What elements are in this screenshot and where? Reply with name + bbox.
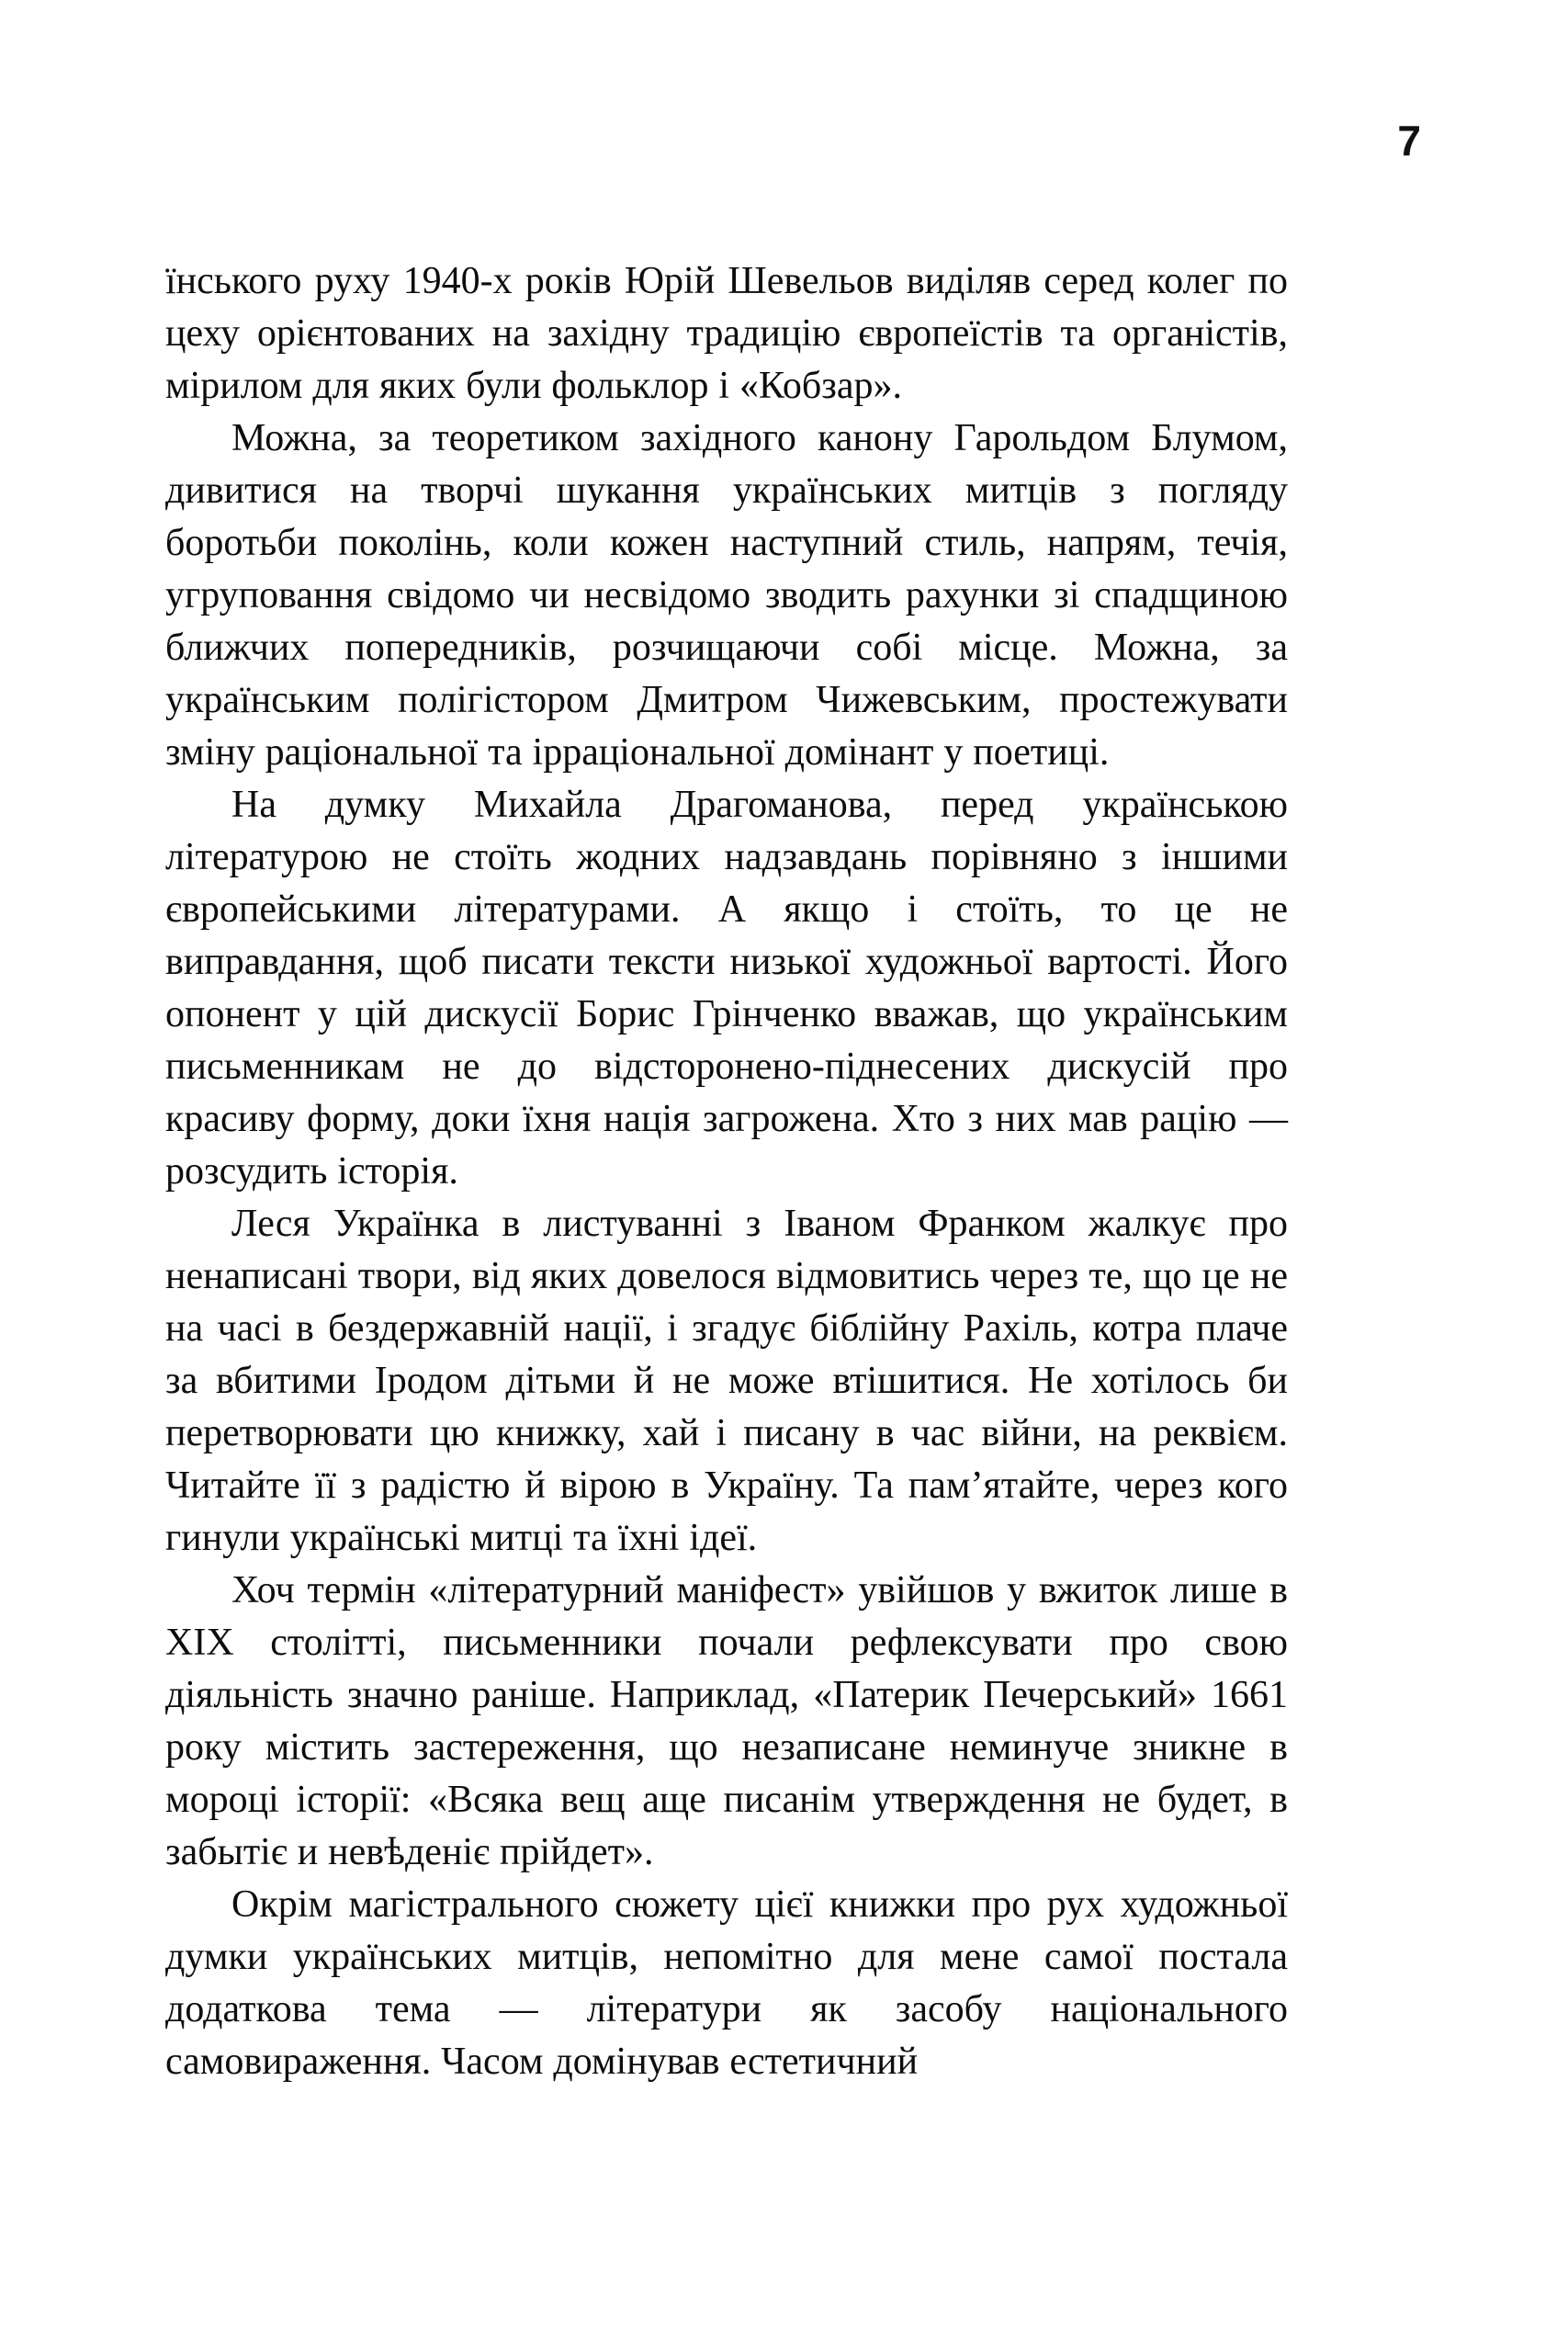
paragraph: На думку Михайла Драгоманова, перед українською літературою не стоїть жодних надзавдань порівняно з іншими європейськими літературами. А якщо і стоїть, то це не виправдання, щоб писати тексти низької художньої вартості. Його опонент у цій дискусії Борис Грінченко вважав, що українським письменникам не до відсторонено-піднесених дискусій про красиву форму, доки їхня нація загрожена. Хто з них мав рацію — розсудить історія. (165, 784, 1288, 1193)
page-number: 7 (1397, 117, 1421, 164)
paragraph: Окрім магістрального сюжету цієї книжки про рух художньої думки українських митців, непомітно для мене самої постала додаткова тема — літератури як засобу національного самовираження. Часом домінував естетичний (165, 1883, 1288, 2083)
body-text-block (165, 255, 1288, 2088)
paragraph: Леся Українка в листуванні з Іваном Франком жалкує про ненаписані твори, від яких довелося відмовитись через те, що це не на часі в бездержавній нації, і згадує біблійну Рахіль, котра плаче за вбитими Іродом дітьми й не може втішитися. Не хотілось би перетворювати цю книжку, хай і писану в час війни, на реквієм. Читайте її з радістю й вірою в Україну. Та пам’ятайте, через кого гинули українські митці та їхні ідеї. (165, 1203, 1288, 1559)
paragraph: Хоч термін «літературний маніфест» увійшов у вжиток лише в XIX столітті, письменники почали рефлексувати про свою діяльність значно раніше. Наприклад, «Патерик Печерський» 1661 року містить застереження, що незаписане неминуче зникне в мороці історії: «Всяка вещ аще писанім утверждення не будет, в забытіє и невѣденіє прійдет». (165, 1569, 1288, 1873)
paragraph: їнського руху 1940-х років Юрій Шевельов виділяв серед колег по цеху орієнтованих на західну традицію європеїстів та органістів, мірилом для яких були фольклор і «Кобзар». (165, 260, 1288, 407)
paragraph: Можна, за теоретиком західного канону Гарольдом Блумом, дивитися на творчі шукання українських митців з погляду боротьби поколінь, коли кожен наступний стиль, напрям, течія, угруповання свідомо чи несвідомо зводить рахунки зі спадщиною ближчих попередників, розчищаючи собі місце. Можна, за українським полігістором Дмитром Чижевським, простежувати зміну раціональної та ірраціональної домінант у поетиці. (165, 417, 1288, 774)
